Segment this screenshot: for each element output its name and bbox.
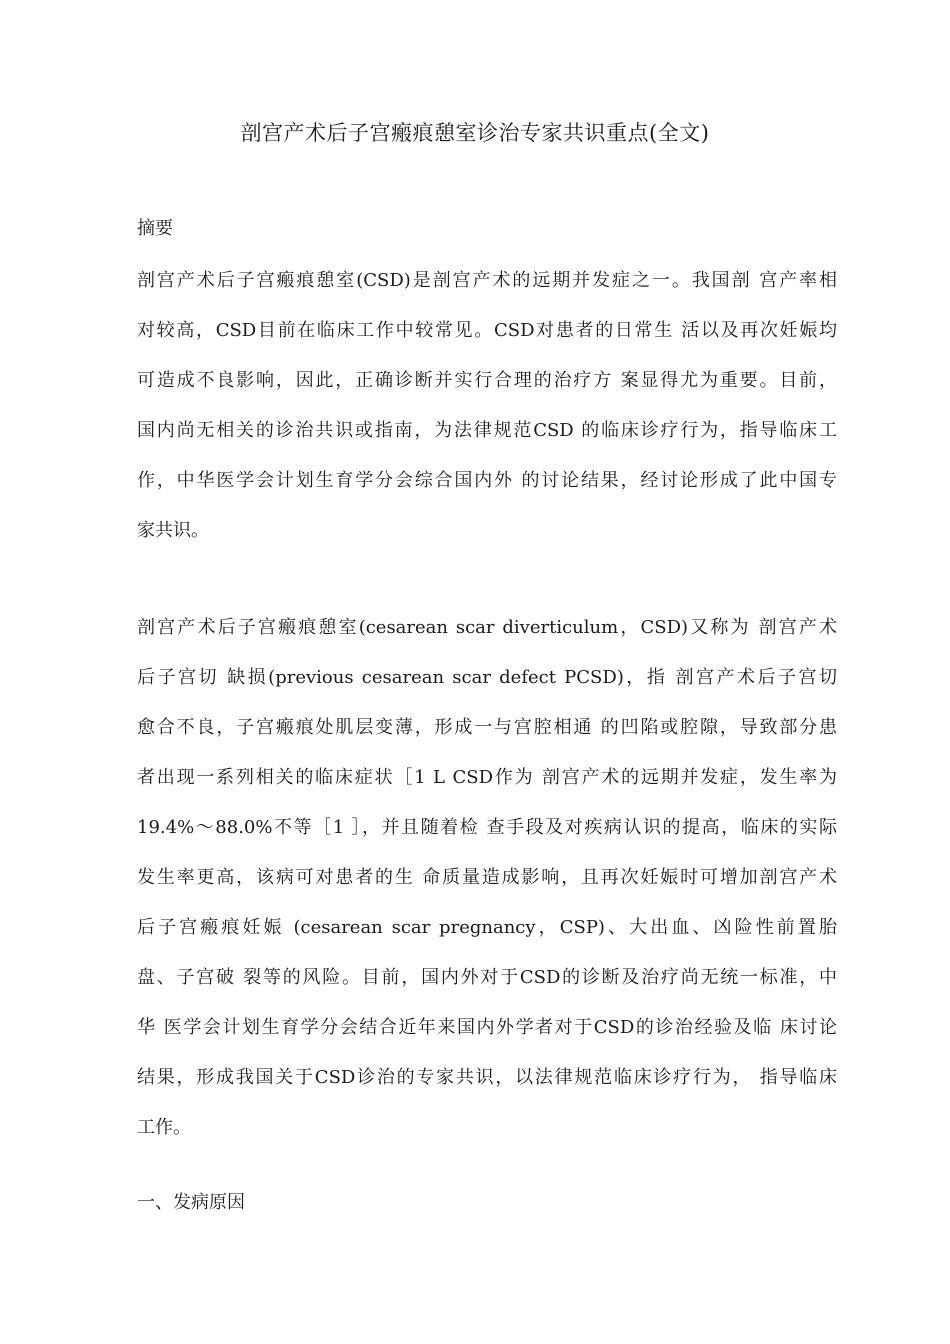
body-line: 后子宫瘢痕妊娠 (cesarean scar pregnancy，CSP)、大出血、凶险性前置胎 bbox=[137, 917, 837, 938]
document-title: 剖宫产术后子宫瘢痕憩室诊治专家共识重点(全文) bbox=[240, 121, 710, 145]
abstract-paragraph bbox=[137, 256, 837, 556]
body-line: 者出现一系列相关的临床症状［1 L CSD作为 剖宫产术的远期并发症，发生率为 bbox=[137, 767, 837, 788]
body-line: 结果，形成我国关于CSD诊治的专家共识，以法律规范临床诊疗行为， 指导临床 bbox=[137, 1067, 837, 1088]
body-line: 发生率更高，该病可对患者的生 命质量造成影响，且再次妊娠时可增加剖宫产术 bbox=[137, 867, 837, 888]
abstract-line: 国内尚无相关的诊治共识或指南，为法律规范CSD 的临床诊疗行为，指导临床工 bbox=[137, 420, 837, 441]
body-line: 19.4%〜88.0%不等［1 ］，并且随着检 查手段及对疾病认识的提高，临床的实际 bbox=[137, 817, 837, 838]
abstract-line: 作，中华医学会计划生育学分会综合国内外 的讨论结果，经讨论形成了此中国专 bbox=[137, 470, 837, 491]
body-line: 华 医学会计划生育学分会结合近年来国内外学者对于CSD的诊治经验及临 床讨论 bbox=[137, 1017, 837, 1038]
section-heading: 一、发病原因 bbox=[137, 1192, 245, 1213]
body-line: 后子宫切 缺损(previous cesarean scar defect PCSD)，指 剖宫产术后子宫切 bbox=[137, 667, 837, 688]
abstract-heading: 摘要 bbox=[137, 218, 173, 239]
body-paragraph bbox=[137, 603, 837, 1153]
body-line: 剖宫产术后子宫瘢痕憩室(cesarean scar diverticulum，CSD)又称为 剖宫产术 bbox=[137, 617, 837, 638]
abstract-line: 家共识。 bbox=[137, 520, 209, 541]
body-line: 工作。 bbox=[137, 1117, 191, 1138]
body-line: 盘、子宫破 裂等的风险。目前，国内外对于CSD的诊断及治疗尚无统一标准，中 bbox=[137, 967, 837, 988]
abstract-line: 可造成不良影响，因此，正确诊断并实行合理的治疗方 案显得尤为重要。目前， bbox=[137, 370, 837, 391]
abstract-line: 对较高，CSD目前在临床工作中较常见。CSD对患者的日常生 活以及再次妊娠均 bbox=[137, 320, 837, 341]
abstract-line: 剖宫产术后子宫瘢痕憩室(CSD)是剖宫产术的远期并发症之一。我国剖 宫产率相 bbox=[137, 270, 837, 291]
body-line: 愈合不良，子宫瘢痕处肌层变薄，形成一与宫腔相通 的凹陷或腔隙，导致部分患 bbox=[137, 717, 837, 738]
